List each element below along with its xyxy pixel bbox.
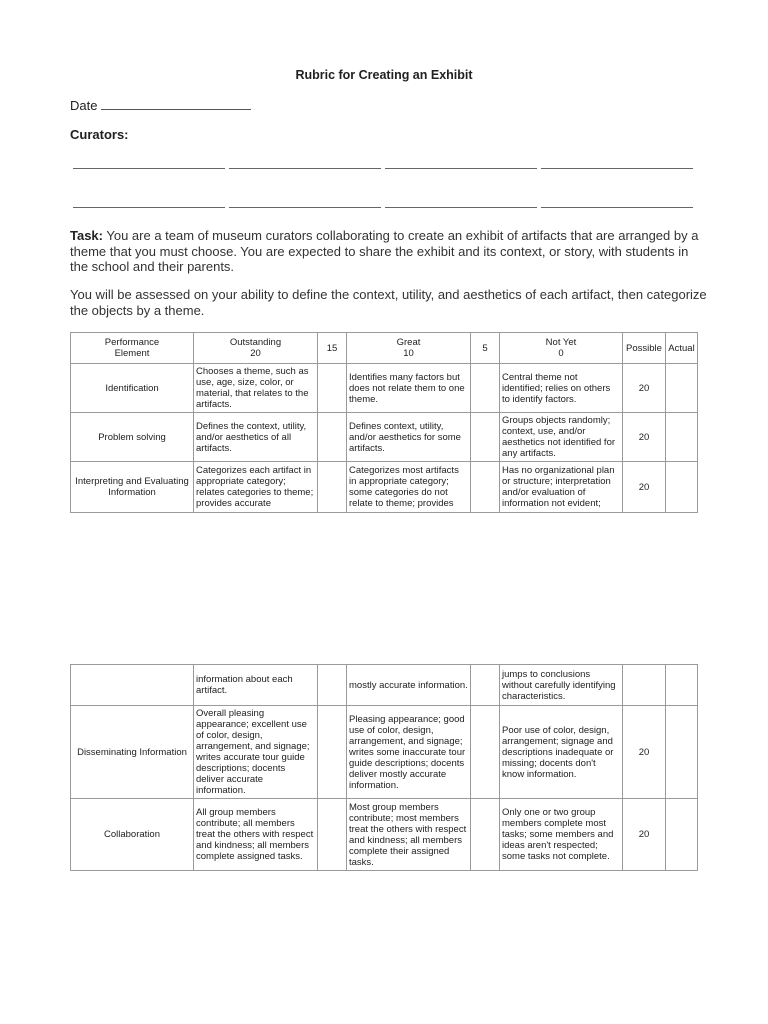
header-outstanding: Outstanding 20 bbox=[194, 333, 318, 364]
table-row bbox=[71, 413, 698, 462]
row-possible: 20 bbox=[623, 462, 666, 513]
date-blank-line bbox=[101, 99, 251, 110]
row-score-15-cell bbox=[318, 462, 347, 513]
row-actual-cell bbox=[666, 364, 698, 413]
row-not-yet: Central theme not identified; relies on others to identify factors. bbox=[500, 364, 623, 413]
row-not-yet: Groups objects randomly; context, use, and/or aesthetics not identified for any artifacts. bbox=[500, 413, 623, 462]
curator-line bbox=[385, 168, 537, 169]
row-element: Disseminating Information bbox=[71, 706, 194, 799]
row-possible: 20 bbox=[623, 799, 666, 871]
row-possible: 20 bbox=[623, 364, 666, 413]
rubric-table bbox=[70, 332, 698, 513]
rubric-table-continued bbox=[70, 664, 698, 871]
table-row bbox=[71, 706, 698, 799]
row-actual-cell bbox=[666, 665, 698, 706]
header-score-15: 15 bbox=[318, 333, 347, 364]
row-element: Interpreting and Evaluating Information bbox=[71, 462, 194, 513]
row-outstanding: Chooses a theme, such as use, age, size, color, or material, that relates to the artifacts. bbox=[194, 364, 318, 413]
row-score-5-cell bbox=[471, 364, 500, 413]
row-great: mostly accurate information. bbox=[347, 665, 471, 706]
curator-line bbox=[385, 207, 537, 208]
row-possible-cell bbox=[623, 665, 666, 706]
row-outstanding: Defines the context, utility, and/or aesthetics of all artifacts. bbox=[194, 413, 318, 462]
row-outstanding: Categorizes each artifact in appropriate category; relates categories to theme; provides accurate bbox=[194, 462, 318, 513]
table-header-row bbox=[71, 333, 698, 364]
row-outstanding: Overall pleasing appearance; excellent use of color, design, arrangement, and signage; writes accurate tour guide descriptions; docents deliver accurate information. bbox=[194, 706, 318, 799]
row-not-yet: Poor use of color, design, arrangement; signage and descriptions inadequate or missing; docents don't know information. bbox=[500, 706, 623, 799]
row-great: Most group members contribute; most members treat the others with respect and kindness; all members complete their assigned tasks. bbox=[347, 799, 471, 871]
row-possible: 20 bbox=[623, 706, 666, 799]
table-row-continuation bbox=[71, 665, 698, 706]
curator-line bbox=[541, 168, 693, 169]
curator-line bbox=[229, 207, 381, 208]
header-possible: Possible bbox=[623, 333, 666, 364]
row-score-5-cell bbox=[471, 462, 500, 513]
row-great: Pleasing appearance; good use of color, design, arrangement, and signage; writes some inaccurate tour guide descriptions; docents deliver mostly accurate information. bbox=[347, 706, 471, 799]
table-row bbox=[71, 462, 698, 513]
curators-label: Curators: bbox=[70, 127, 129, 142]
row-score-15-cell bbox=[318, 799, 347, 871]
table-row bbox=[71, 364, 698, 413]
header-score-5: 5 bbox=[471, 333, 500, 364]
row-not-yet: jumps to conclusions without carefully identifying characteristics. bbox=[500, 665, 623, 706]
header-actual: Actual bbox=[666, 333, 698, 364]
row-score-5-cell bbox=[471, 706, 500, 799]
row-score-15-cell bbox=[318, 413, 347, 462]
task-text: You are a team of museum curators collaborating to create an exhibit of artifacts that are arranged by a theme that you must choose. You are expected to share the exhibit and its context, or story, with students in the school and their parents. bbox=[70, 228, 699, 274]
row-element: Problem solving bbox=[71, 413, 194, 462]
row-score-5-cell bbox=[471, 665, 500, 706]
row-score-5-cell bbox=[471, 413, 500, 462]
row-score-15-cell bbox=[318, 364, 347, 413]
date-label: Date bbox=[70, 98, 98, 113]
curator-line bbox=[73, 207, 225, 208]
row-great: Categorizes most artifacts in appropriate category; some categories do not relate to theme; provides bbox=[347, 462, 471, 513]
row-outstanding: All group members contribute; all members treat the others with respect and kindness; all members complete assigned tasks. bbox=[194, 799, 318, 871]
row-great: Identifies many factors but does not relate them to one theme. bbox=[347, 364, 471, 413]
row-possible: 20 bbox=[623, 413, 666, 462]
row-actual-cell bbox=[666, 799, 698, 871]
row-actual-cell bbox=[666, 706, 698, 799]
row-score-15-cell bbox=[318, 665, 347, 706]
row-score-15-cell bbox=[318, 706, 347, 799]
curator-line bbox=[541, 207, 693, 208]
header-performance-element: Performance Element bbox=[71, 333, 194, 364]
row-not-yet: Has no organizational plan or structure; interpretation and/or evaluation of information not evident; bbox=[500, 462, 623, 513]
task-paragraph bbox=[70, 228, 710, 275]
row-not-yet: Only one or two group members complete most tasks; some members and ideas aren't respected; some tasks not complete. bbox=[500, 799, 623, 871]
row-actual-cell bbox=[666, 462, 698, 513]
table-row bbox=[71, 799, 698, 871]
row-outstanding: information about each artifact. bbox=[194, 665, 318, 706]
row-actual-cell bbox=[666, 413, 698, 462]
document-title: Rubric for Creating an Exhibit bbox=[295, 68, 473, 82]
curator-line bbox=[229, 168, 381, 169]
assessment-paragraph: You will be assessed on your ability to define the context, utility, and aesthetics of each artifact, then categorize the objects by a theme. bbox=[70, 287, 707, 318]
row-score-5-cell bbox=[471, 799, 500, 871]
row-element bbox=[71, 665, 194, 706]
date-field bbox=[70, 98, 251, 113]
header-not-yet: Not Yet 0 bbox=[500, 333, 623, 364]
curator-line bbox=[73, 168, 225, 169]
row-great: Defines context, utility, and/or aesthetics for some artifacts. bbox=[347, 413, 471, 462]
header-great: Great 10 bbox=[347, 333, 471, 364]
row-element: Identification bbox=[71, 364, 194, 413]
task-label: Task: bbox=[70, 228, 103, 243]
row-element: Collaboration bbox=[71, 799, 194, 871]
